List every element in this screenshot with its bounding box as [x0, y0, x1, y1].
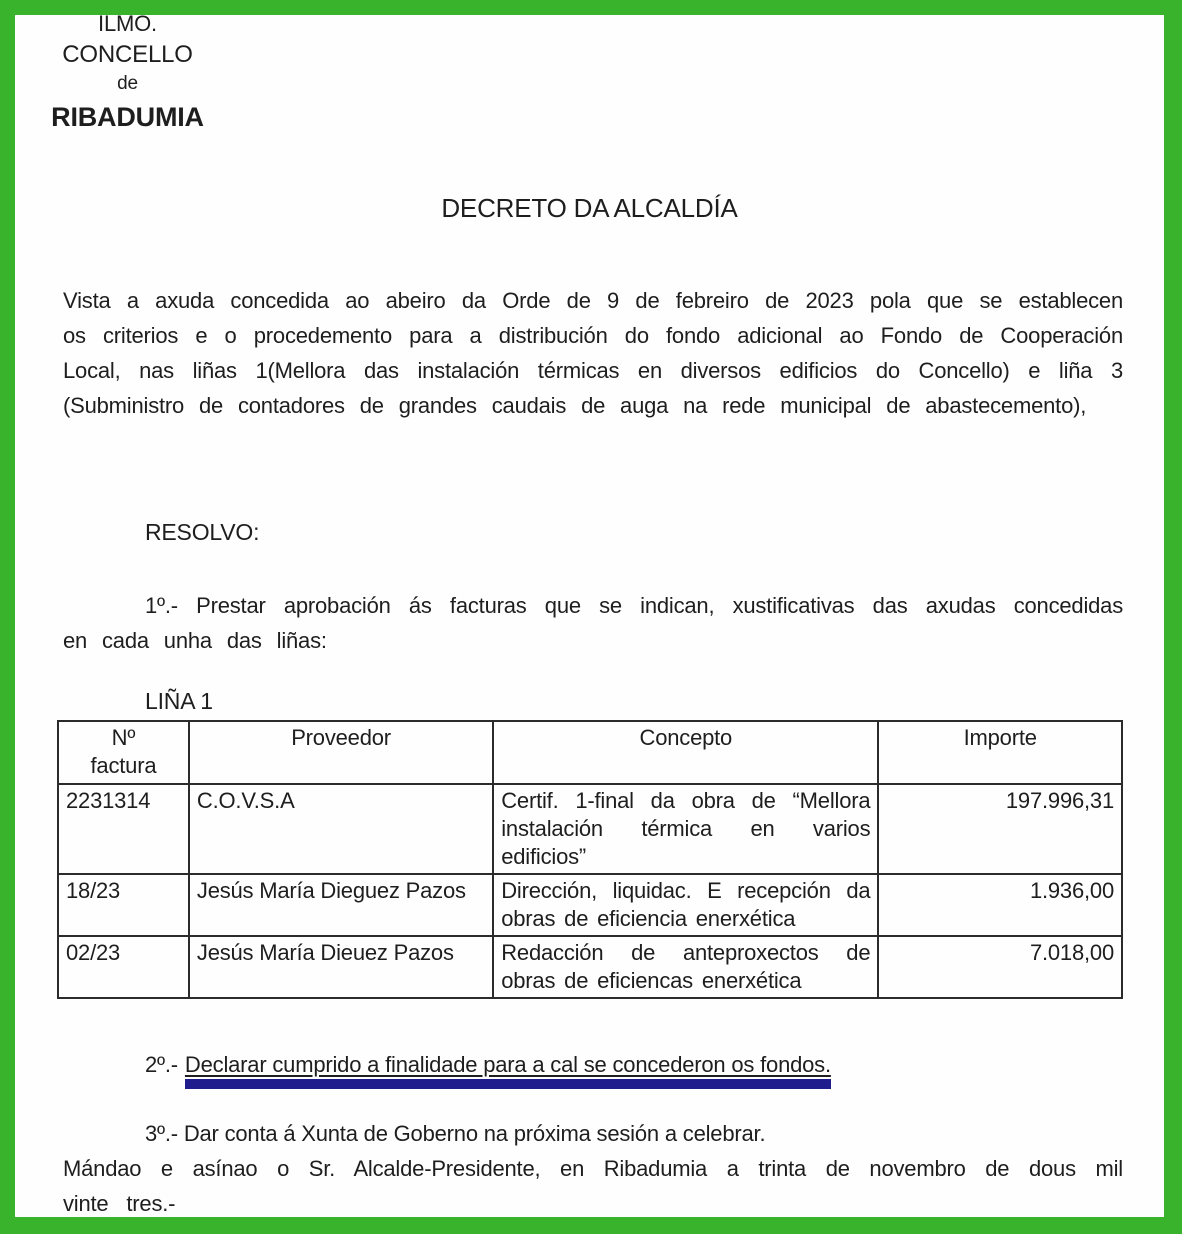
closing-paragraph: Mándao e asínao o Sr. Alcalde-Presidente, en Ribadumia a trinta de novembro de dous mil vinte tres.-	[63, 1156, 1123, 1216]
column-header-concepto: Concepto	[493, 721, 878, 784]
cell-importe: 1.936,00	[878, 874, 1122, 936]
letterhead	[35, 8, 220, 136]
cell-concepto: Certif. 1-final da obra de “Mellora instalación térmica en varios edificios”	[493, 784, 878, 874]
table-row	[58, 936, 1122, 998]
resolvo-heading: RESOLVO:	[145, 519, 260, 545]
cell-importe: 7.018,00	[878, 936, 1122, 998]
letterhead-de: de	[117, 73, 138, 94]
point-1-paragraph: 1º.- Prestar aprobación ás facturas que se indican, xustificativas das axudas concedidas en cada unha das liñas:	[63, 593, 1123, 653]
intro-paragraph: Vista a axuda concedida ao abeiro da Orde de 9 de febreiro de 2023 pola que se establecen os criterios e o procedemento para a distribución do fondo adicional ao Fondo de Cooperación Local, nas liñas 1(Mellora das instalación térmicas en diversos edificios do Concello) e liña 3 (Subministro de contadores de grandes caudais de auga na rede municipal de abastecemento),	[63, 288, 1123, 418]
cell-importe: 197.996,31	[878, 784, 1122, 874]
letterhead-ilmo: ILMO.	[98, 11, 157, 36]
cell-concepto: Dirección, liquidac. E recepción da obras de eficiencia enerxética	[493, 874, 878, 936]
table-row	[58, 874, 1122, 936]
cell-proveedor: C.O.V.S.A	[189, 784, 493, 874]
letterhead-ribadumia: RIBADUMIA	[51, 102, 204, 132]
letterhead-concello: CONCELLO	[62, 41, 193, 68]
document-title: DECRETO DA ALCALDÍA	[441, 193, 738, 223]
point-2-number: 2º.-	[145, 1052, 178, 1077]
invoice-table	[57, 720, 1123, 999]
cell-factura: 2231314	[58, 784, 189, 874]
column-header-factura: Nº factura	[58, 721, 189, 784]
point-3-paragraph: 3º.- Dar conta á Xunta de Goberno na próxima sesión a celebrar.	[145, 1121, 766, 1146]
column-header-importe: Importe	[878, 721, 1122, 784]
cell-factura: 18/23	[58, 874, 189, 936]
column-header-proveedor: Proveedor	[189, 721, 493, 784]
table-header-row	[58, 721, 1122, 784]
cell-proveedor: Jesús María Dieuez Pazos	[189, 936, 493, 998]
cell-concepto: Redacción de anteproxectos de obras de eficiencas enerxética	[493, 936, 878, 998]
table-caption-lina-1: LIÑA 1	[145, 688, 213, 714]
cell-factura: 02/23	[58, 936, 189, 998]
point-2-paragraph	[63, 1047, 1123, 1082]
cell-proveedor: Jesús María Dieguez Pazos	[189, 874, 493, 936]
point-2-underlined-text: Declarar cumprido a finalidade para a cal se concederon os fondos.	[185, 1052, 831, 1089]
table-row	[58, 784, 1122, 874]
